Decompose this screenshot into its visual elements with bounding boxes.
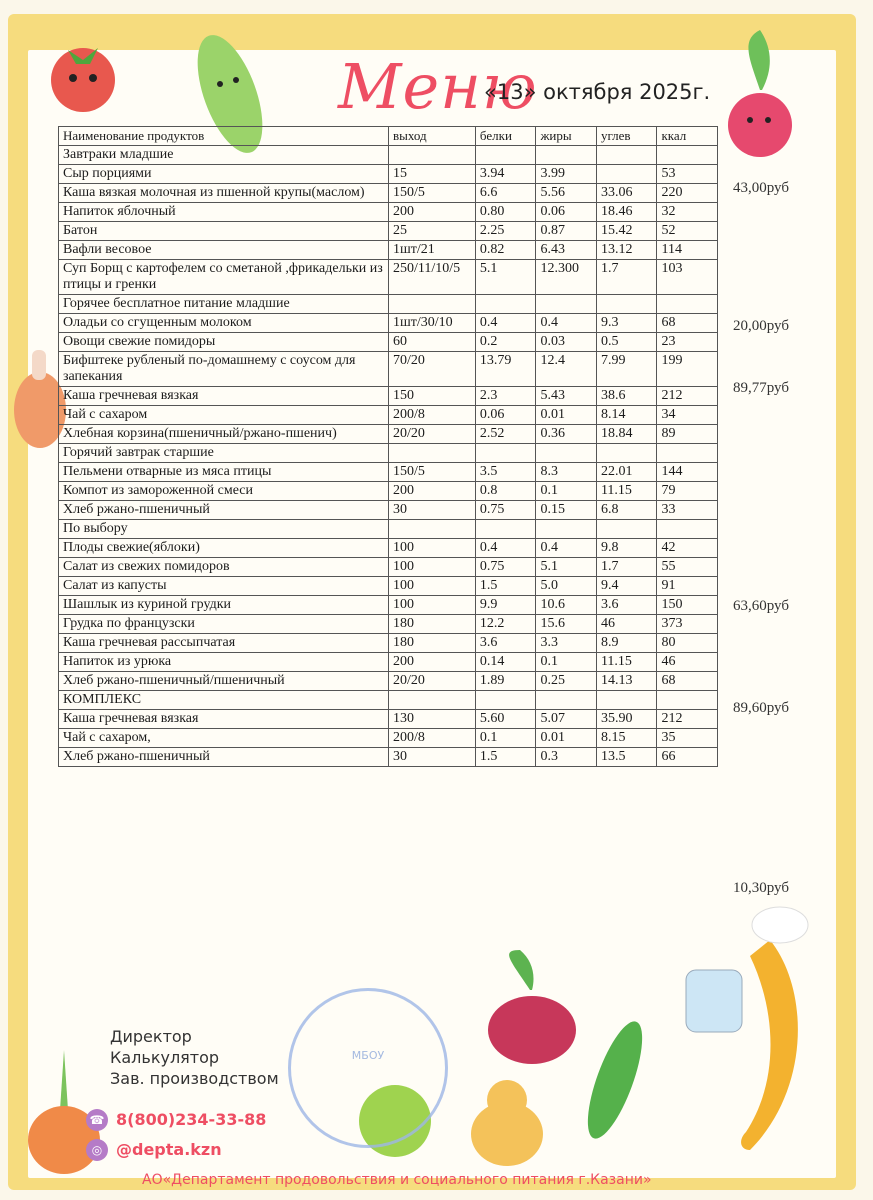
column-header: жиры <box>536 127 597 146</box>
nutrition-cell <box>388 295 475 314</box>
nutrition-cell: 80 <box>657 634 718 653</box>
nutrition-cell: 20/20 <box>388 425 475 444</box>
dish-name: Хлеб ржано-пшеничный <box>59 748 389 767</box>
banana-chef-illustration-icon <box>680 900 830 1170</box>
nutrition-cell: 0.01 <box>536 729 597 748</box>
dish-name: Каша гречневая вязкая <box>59 710 389 729</box>
nutrition-cell: 212 <box>657 387 718 406</box>
table-row <box>59 165 718 184</box>
table-row <box>59 260 718 295</box>
dish-name: Сыр порциями <box>59 165 389 184</box>
nutrition-cell: 34 <box>657 406 718 425</box>
nutrition-cell <box>536 444 597 463</box>
nutrition-cell: 180 <box>388 615 475 634</box>
column-header: Наименование продуктов <box>59 127 389 146</box>
table-row <box>59 577 718 596</box>
table-row <box>59 710 718 729</box>
nutrition-cell: 35 <box>657 729 718 748</box>
nutrition-cell: 0.87 <box>536 222 597 241</box>
nutrition-cell: 15.6 <box>536 615 597 634</box>
price-label: 63,60руб <box>733 598 789 614</box>
nutrition-cell: 3.94 <box>475 165 536 184</box>
table-row <box>59 463 718 482</box>
nutrition-cell: 55 <box>657 558 718 577</box>
pea-pod-illustration-icon <box>570 1000 660 1160</box>
nutrition-cell <box>657 146 718 165</box>
nutrition-cell <box>475 295 536 314</box>
signature-calculator: Калькулятор <box>110 1048 220 1067</box>
instagram-contact <box>91 1140 222 1159</box>
nutrition-cell: 46 <box>657 653 718 672</box>
nutrition-cell: 0.4 <box>536 539 597 558</box>
nutrition-cell: 68 <box>657 672 718 691</box>
nutrition-cell: 0.5 <box>596 333 657 352</box>
nutrition-cell: 373 <box>657 615 718 634</box>
dish-name: Грудка по французски <box>59 615 389 634</box>
menu-table-body <box>59 146 718 767</box>
nutrition-cell: 103 <box>657 260 718 295</box>
nutrition-cell: 212 <box>657 710 718 729</box>
nutrition-cell: 1.7 <box>596 558 657 577</box>
nutrition-cell <box>475 146 536 165</box>
nutrition-cell: 6.8 <box>596 501 657 520</box>
nutrition-cell: 25 <box>388 222 475 241</box>
nutrition-cell: 3.6 <box>475 634 536 653</box>
nutrition-cell <box>475 520 536 539</box>
nutrition-cell <box>388 146 475 165</box>
nutrition-cell: 42 <box>657 539 718 558</box>
dish-name: Чай с сахаром <box>59 406 389 425</box>
table-row <box>59 729 718 748</box>
nutrition-cell: 32 <box>657 203 718 222</box>
section-row <box>59 444 718 463</box>
price-label: 10,30руб <box>733 880 789 896</box>
dish-name: Шашлык из куриной грудки <box>59 596 389 615</box>
nutrition-cell <box>657 295 718 314</box>
nutrition-cell: 1шт/21 <box>388 241 475 260</box>
nutrition-cell: 150/5 <box>388 463 475 482</box>
nutrition-cell: 1.5 <box>475 577 536 596</box>
table-row <box>59 596 718 615</box>
dish-name: Пельмени отварные из мяса птицы <box>59 463 389 482</box>
nutrition-cell: 0.06 <box>536 203 597 222</box>
nutrition-cell: 18.46 <box>596 203 657 222</box>
nutrition-cell: 30 <box>388 748 475 767</box>
column-header: углев <box>596 127 657 146</box>
nutrition-cell: 150 <box>388 387 475 406</box>
page-title: Меню <box>338 50 538 123</box>
nutrition-cell: 9.9 <box>475 596 536 615</box>
signature-director: Директор <box>110 1027 192 1046</box>
nutrition-cell: 0.03 <box>536 333 597 352</box>
nutrition-cell: 79 <box>657 482 718 501</box>
table-row <box>59 203 718 222</box>
nutrition-cell: 0.36 <box>536 425 597 444</box>
table-row <box>59 425 718 444</box>
table-row <box>59 615 718 634</box>
table-row <box>59 352 718 387</box>
nutrition-cell: 33.06 <box>596 184 657 203</box>
table-row <box>59 634 718 653</box>
nutrition-cell: 13.5 <box>596 748 657 767</box>
nutrition-cell: 12.300 <box>536 260 597 295</box>
section-row <box>59 295 718 314</box>
nutrition-cell <box>536 146 597 165</box>
nutrition-cell: 1шт/30/10 <box>388 314 475 333</box>
table-row <box>59 406 718 425</box>
nutrition-cell: 8.9 <box>596 634 657 653</box>
table-row <box>59 501 718 520</box>
nutrition-cell: 6.6 <box>475 184 536 203</box>
nutrition-cell: 9.8 <box>596 539 657 558</box>
dish-name: Салат из свежих помидоров <box>59 558 389 577</box>
pear-illustration-icon <box>462 1070 552 1170</box>
official-stamp: МБОУ <box>288 988 448 1148</box>
column-header: ккал <box>657 127 718 146</box>
table-row <box>59 748 718 767</box>
nutrition-cell: 200 <box>388 653 475 672</box>
footer-organization: АО«Департамент продовольствия и социального питания г.Казани» <box>142 1172 652 1188</box>
nutrition-cell: 100 <box>388 539 475 558</box>
nutrition-cell <box>475 691 536 710</box>
section-row <box>59 520 718 539</box>
dish-name: Овощи свежие помидоры <box>59 333 389 352</box>
nutrition-cell: 0.8 <box>475 482 536 501</box>
nutrition-cell: 0.1 <box>536 482 597 501</box>
nutrition-cell: 0.4 <box>475 539 536 558</box>
nutrition-cell: 5.56 <box>536 184 597 203</box>
table-row <box>59 241 718 260</box>
dish-name: Каша гречневая рассыпчатая <box>59 634 389 653</box>
nutrition-cell: 250/11/10/5 <box>388 260 475 295</box>
nutrition-cell: 1.5 <box>475 748 536 767</box>
nutrition-cell: 220 <box>657 184 718 203</box>
table-row <box>59 333 718 352</box>
nutrition-cell: 1.7 <box>596 260 657 295</box>
dish-name: Суп Борщ с картофелем со сметаной ,фрикадельки из птицы и гренки <box>59 260 389 295</box>
dish-name: Хлеб ржано-пшеничный/пшеничный <box>59 672 389 691</box>
nutrition-cell <box>657 444 718 463</box>
nutrition-cell <box>657 520 718 539</box>
nutrition-cell: 180 <box>388 634 475 653</box>
nutrition-cell: 89 <box>657 425 718 444</box>
table-row <box>59 653 718 672</box>
menu-table <box>58 126 718 767</box>
signature-production: Зав. производством <box>110 1069 279 1088</box>
nutrition-cell: 3.99 <box>536 165 597 184</box>
nutrition-cell: 2.25 <box>475 222 536 241</box>
nutrition-cell: 3.6 <box>596 596 657 615</box>
nutrition-cell: 8.14 <box>596 406 657 425</box>
nutrition-cell: 18.84 <box>596 425 657 444</box>
nutrition-cell <box>475 444 536 463</box>
nutrition-cell: 0.4 <box>475 314 536 333</box>
dish-name: Бифштеке рубленый по-домашнему с соусом для запекания <box>59 352 389 387</box>
dish-name: Хлеб ржано-пшеничный <box>59 501 389 520</box>
nutrition-cell: 200 <box>388 203 475 222</box>
price-label: 89,77руб <box>733 380 789 396</box>
nutrition-cell: 114 <box>657 241 718 260</box>
nutrition-cell: 100 <box>388 558 475 577</box>
nutrition-cell: 0.06 <box>475 406 536 425</box>
dish-name: Каша вязкая молочная из пшенной крупы(маслом) <box>59 184 389 203</box>
nutrition-cell: 0.25 <box>536 672 597 691</box>
section-row <box>59 691 718 710</box>
nutrition-cell: 150/5 <box>388 184 475 203</box>
tomato-illustration-icon <box>28 30 138 120</box>
table-row <box>59 539 718 558</box>
dish-name: Батон <box>59 222 389 241</box>
nutrition-cell: 66 <box>657 748 718 767</box>
nutrition-cell: 3.3 <box>536 634 597 653</box>
nutrition-cell: 13.12 <box>596 241 657 260</box>
section-title: КОМПЛЕКС <box>59 691 389 710</box>
nutrition-cell: 60 <box>388 333 475 352</box>
nutrition-cell: 22.01 <box>596 463 657 482</box>
dish-name: Каша гречневая вязкая <box>59 387 389 406</box>
nutrition-cell <box>596 295 657 314</box>
nutrition-cell: 10.6 <box>536 596 597 615</box>
nutrition-cell: 12.4 <box>536 352 597 387</box>
table-row <box>59 387 718 406</box>
nutrition-cell: 0.2 <box>475 333 536 352</box>
nutrition-cell: 5.0 <box>536 577 597 596</box>
dish-name: Напиток из урюка <box>59 653 389 672</box>
nutrition-cell <box>536 691 597 710</box>
nutrition-cell: 130 <box>388 710 475 729</box>
phone-contact <box>89 1110 267 1129</box>
nutrition-cell: 11.15 <box>596 653 657 672</box>
nutrition-cell: 13.79 <box>475 352 536 387</box>
nutrition-cell: 23 <box>657 333 718 352</box>
nutrition-cell: 9.4 <box>596 577 657 596</box>
dish-name: Оладьи со сгущенным молоком <box>59 314 389 333</box>
nutrition-cell: 20/20 <box>388 672 475 691</box>
nutrition-cell: 199 <box>657 352 718 387</box>
nutrition-cell: 6.43 <box>536 241 597 260</box>
nutrition-cell <box>388 691 475 710</box>
column-header: выход <box>388 127 475 146</box>
nutrition-cell <box>596 691 657 710</box>
table-row <box>59 672 718 691</box>
nutrition-cell: 0.4 <box>536 314 597 333</box>
dish-name: Плоды свежие(яблоки) <box>59 539 389 558</box>
price-label: 20,00руб <box>733 318 789 334</box>
table-header-row <box>59 127 718 146</box>
nutrition-cell: 200 <box>388 482 475 501</box>
nutrition-cell: 150 <box>657 596 718 615</box>
nutrition-cell <box>657 691 718 710</box>
nutrition-cell <box>596 165 657 184</box>
section-row <box>59 146 718 165</box>
nutrition-cell: 5.07 <box>536 710 597 729</box>
nutrition-cell: 14.13 <box>596 672 657 691</box>
nutrition-cell: 0.14 <box>475 653 536 672</box>
nutrition-cell: 200/8 <box>388 406 475 425</box>
nutrition-cell: 91 <box>657 577 718 596</box>
nutrition-cell <box>536 520 597 539</box>
phone-number: 8(800)234-33-88 <box>116 1110 267 1129</box>
nutrition-cell <box>388 520 475 539</box>
table-row <box>59 558 718 577</box>
section-title: Горячий завтрак старшие <box>59 444 389 463</box>
instagram-handle: @depta.kzn <box>116 1140 222 1159</box>
nutrition-cell <box>536 295 597 314</box>
section-title: Завтраки младшие <box>59 146 389 165</box>
nutrition-cell: 70/20 <box>388 352 475 387</box>
dish-name: Напиток яблочный <box>59 203 389 222</box>
radish-illustration-icon <box>700 20 820 170</box>
nutrition-cell: 3.5 <box>475 463 536 482</box>
section-title: Горячее бесплатное питание младшие <box>59 295 389 314</box>
dish-name: Салат из капусты <box>59 577 389 596</box>
dish-name: Компот из замороженной смеси <box>59 482 389 501</box>
nutrition-cell: 15 <box>388 165 475 184</box>
nutrition-cell: 38.6 <box>596 387 657 406</box>
dish-name: Вафли весовое <box>59 241 389 260</box>
nutrition-cell: 100 <box>388 577 475 596</box>
menu-date: «13» октября 2025г. <box>484 80 711 104</box>
nutrition-cell <box>596 520 657 539</box>
column-header: белки <box>475 127 536 146</box>
nutrition-cell: 68 <box>657 314 718 333</box>
nutrition-cell <box>596 444 657 463</box>
nutrition-cell <box>596 146 657 165</box>
nutrition-cell: 5.1 <box>475 260 536 295</box>
nutrition-cell: 7.99 <box>596 352 657 387</box>
nutrition-cell: 5.43 <box>536 387 597 406</box>
nutrition-cell: 2.52 <box>475 425 536 444</box>
section-title: По выбору <box>59 520 389 539</box>
dish-name: Чай с сахаром, <box>59 729 389 748</box>
nutrition-cell: 0.80 <box>475 203 536 222</box>
nutrition-cell: 200/8 <box>388 729 475 748</box>
nutrition-cell <box>388 444 475 463</box>
signature-block <box>110 1026 279 1089</box>
nutrition-cell: 0.1 <box>475 729 536 748</box>
nutrition-cell: 46 <box>596 615 657 634</box>
nutrition-cell: 5.1 <box>536 558 597 577</box>
table-row <box>59 314 718 333</box>
nutrition-cell: 11.15 <box>596 482 657 501</box>
table-row <box>59 222 718 241</box>
nutrition-cell: 2.3 <box>475 387 536 406</box>
nutrition-cell: 30 <box>388 501 475 520</box>
nutrition-cell: 1.89 <box>475 672 536 691</box>
nutrition-cell: 0.15 <box>536 501 597 520</box>
nutrition-cell: 0.3 <box>536 748 597 767</box>
instagram-icon: ◎ <box>86 1139 108 1161</box>
nutrition-cell: 12.2 <box>475 615 536 634</box>
nutrition-cell: 15.42 <box>596 222 657 241</box>
nutrition-cell: 144 <box>657 463 718 482</box>
nutrition-cell: 0.75 <box>475 501 536 520</box>
nutrition-cell: 52 <box>657 222 718 241</box>
table-row <box>59 482 718 501</box>
nutrition-cell: 100 <box>388 596 475 615</box>
phone-icon: ☎ <box>86 1109 108 1131</box>
price-label: 43,00руб <box>733 180 789 196</box>
nutrition-cell: 53 <box>657 165 718 184</box>
nutrition-cell: 0.01 <box>536 406 597 425</box>
nutrition-cell: 35.90 <box>596 710 657 729</box>
nutrition-cell: 8.3 <box>536 463 597 482</box>
nutrition-cell: 33 <box>657 501 718 520</box>
table-row <box>59 184 718 203</box>
price-label: 89,60руб <box>733 700 789 716</box>
nutrition-cell: 0.75 <box>475 558 536 577</box>
dish-name: Хлебная корзина(пшеничный/ржано-пшенич) <box>59 425 389 444</box>
nutrition-cell: 5.60 <box>475 710 536 729</box>
nutrition-cell: 8.15 <box>596 729 657 748</box>
nutrition-cell: 0.82 <box>475 241 536 260</box>
nutrition-cell: 9.3 <box>596 314 657 333</box>
nutrition-cell: 0.1 <box>536 653 597 672</box>
